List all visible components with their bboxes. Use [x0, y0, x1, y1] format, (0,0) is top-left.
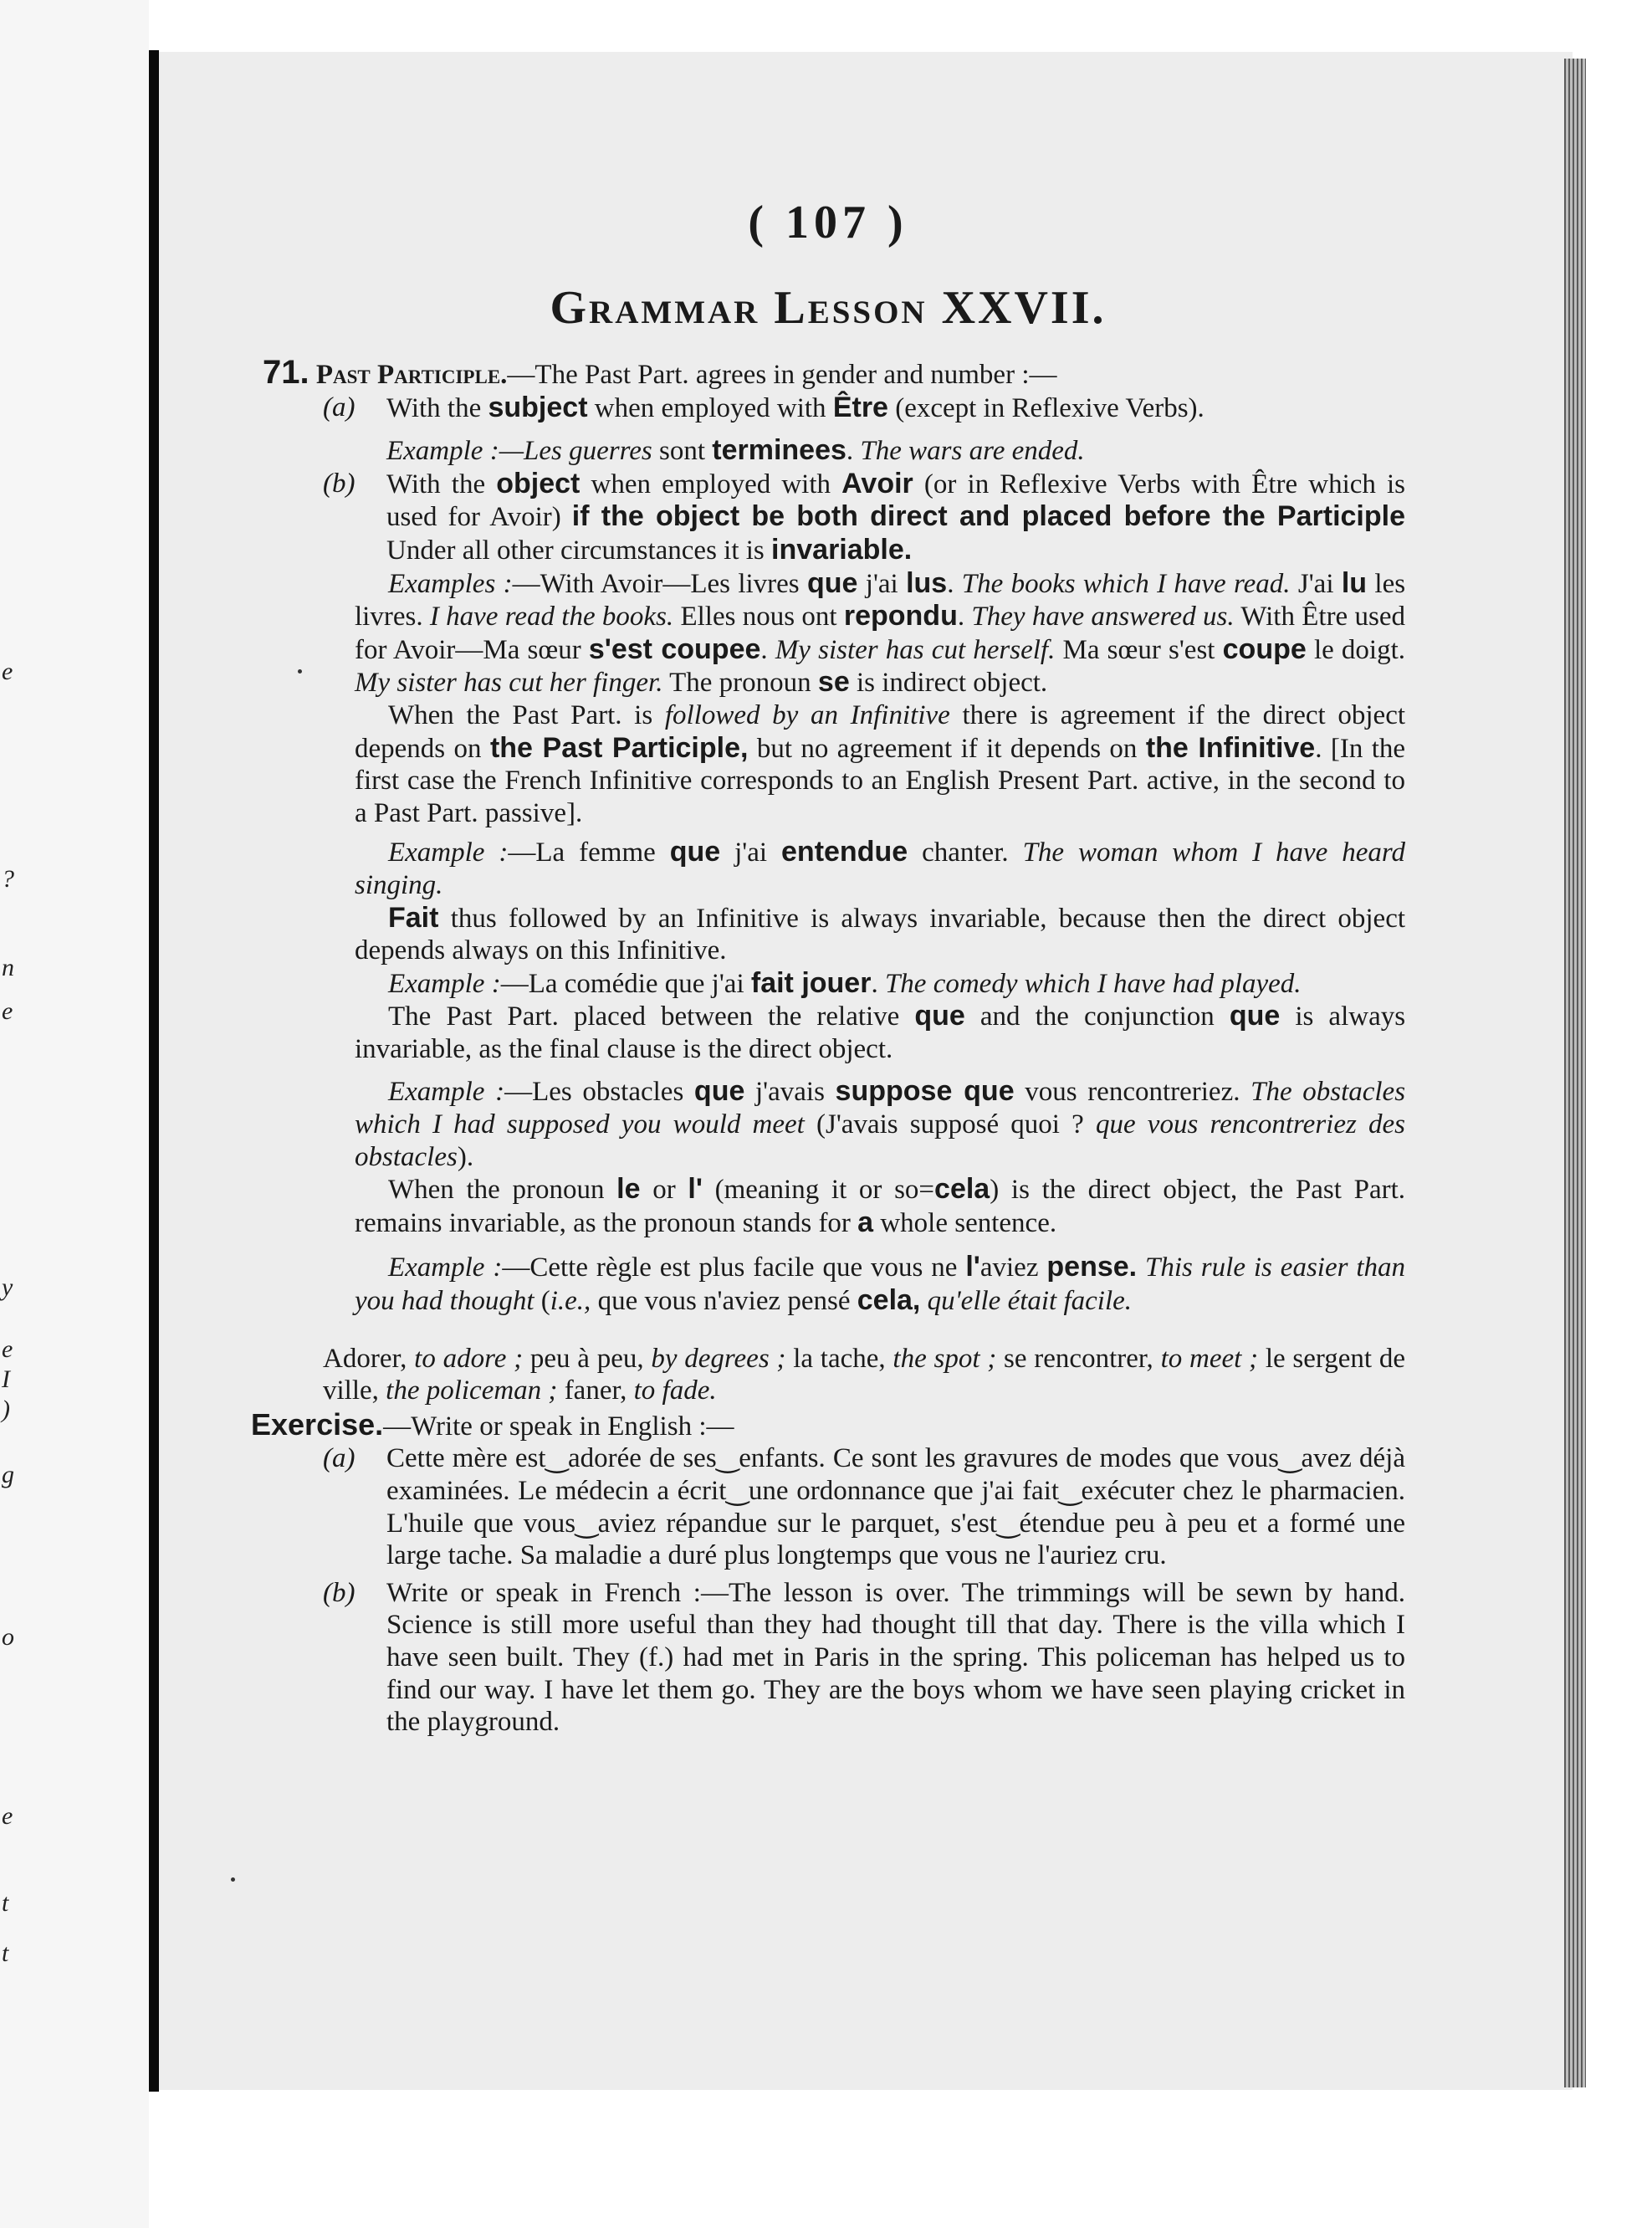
- text: J'ai: [1297, 568, 1334, 599]
- paragraph-pronoun-le: [355, 1173, 1405, 1239]
- bold-term: coupe: [1222, 633, 1307, 665]
- bold-term: Exercise.: [251, 1406, 384, 1442]
- text: or: [652, 1175, 676, 1206]
- bold-term: lu: [1341, 566, 1368, 599]
- italic-text: The comedy which I have had played.: [884, 968, 1302, 999]
- paragraph-infinitive: When the Past Part. is followed by an Infinitive there is agreement if the direct object depends on the Past Participle, but no agreement if it depends on the Infinitive. [In the first case the French Infinitive corresponds to an English Present Part. active, in the second to a Past Part. passive].: [355, 699, 1406, 828]
- text: ) is the direct object, the Past Part. remains invariable, as the pronoun stands for: [355, 1175, 1406, 1238]
- bold-term: cela,: [857, 1284, 921, 1317]
- italic-text: Example :: [388, 837, 509, 868]
- italic-text: Example :—Les guerres: [386, 436, 652, 467]
- text: is indirect object.: [857, 668, 1048, 699]
- bold-term: suppose que: [835, 1075, 1015, 1108]
- italic-text: to meet ;: [1160, 1343, 1259, 1374]
- text: Cette mère est‿adorée de ses‿enfants. Ce sont les gravures de modes que vous‿avez déjà examinées. Le médecin a écrit‿une ordonnance que j'ai fait‿exécuter chez le pharmacien. L'huile que vous‿aviez répandue sur le parquet, s'est‿étendue peu à peu et a formé une large tache. Sa maladie a duré plus longtemps que vous ne l'auriez cru.: [386, 1443, 1405, 1571]
- text: la tache,: [793, 1343, 886, 1374]
- bold-term: terminees: [712, 434, 846, 467]
- text: que vous n'aviez pensé: [597, 1286, 851, 1317]
- margin-letter: e: [2, 1335, 13, 1363]
- text: (meaning it or so=: [714, 1175, 935, 1206]
- bold-term: invariable.: [771, 533, 913, 566]
- bold-term: the Past Participle,: [489, 731, 749, 764]
- italic-text: Example :: [388, 968, 501, 999]
- italic-text: to adore ;: [414, 1343, 524, 1374]
- text: Write or speak in French :—The lesson is over. The trimmings will be sewn by hand. Science is still more useful than they had thought till that day. There is the villa which I have seen built. They (f.) had met in Paris in the spring. This policeman has helped us to find our way. I have let them go. They are the boys whom we have seen playing cricket in the playground.: [386, 1577, 1405, 1738]
- paragraph-fait: [355, 902, 1405, 967]
- margin-letter: n: [2, 954, 14, 981]
- margin-letter: o: [2, 1623, 14, 1651]
- italic-text: I have read the books.: [429, 602, 674, 633]
- exercise-a-label: (a): [323, 1443, 355, 1474]
- rule-a-label: (a): [323, 392, 355, 423]
- margin-letter: I: [2, 1365, 10, 1393]
- text: j'avais: [755, 1077, 825, 1108]
- text: (: [540, 1286, 550, 1317]
- bold-term: Fait: [388, 901, 439, 934]
- italic-text: The obstacles which I had supposed you would meet: [355, 1077, 1406, 1140]
- exercise-heading: [251, 1406, 1405, 1443]
- rule-b-label: (b): [323, 468, 355, 499]
- margin-letter: e: [2, 1802, 13, 1830]
- text: When the Past Part. is: [388, 699, 653, 730]
- text: whole sentence.: [880, 1207, 1057, 1238]
- text: aviez: [979, 1252, 1039, 1283]
- text: but no agreement if it depends on: [756, 733, 1138, 764]
- text: —La femme: [508, 837, 656, 868]
- page-edge-stack: [1564, 59, 1586, 2087]
- bold-term: object: [496, 467, 581, 499]
- italic-text: Example :: [388, 1252, 503, 1283]
- text: faner,: [564, 1375, 627, 1406]
- text: —La comédie que j'ai: [500, 968, 744, 999]
- examples-avoir-etre: Examples :—With Avoir—Les livres que j'ai lus. The books which I have read. J'ai lu les livres. I have read the books. Elles nous ont repondu. They have answered us. With Être used for Avoir—Ma sœur s'est coupee. My sister has cut herself. Ma sœur s'est coupe le doigt. My sister has cut her finger. The pronoun se is indirect object.: [355, 566, 1406, 699]
- italic-text: The books which I have read.: [961, 568, 1291, 599]
- section-heading: [263, 356, 1405, 392]
- text: when employed with: [594, 392, 826, 423]
- exercise-a: [323, 1442, 1405, 1571]
- italic-text: My sister has cut herself.: [775, 634, 1056, 665]
- text: When the pronoun: [388, 1175, 605, 1206]
- italic-text: Examples :: [388, 568, 513, 599]
- bold-term: repondu: [843, 600, 958, 633]
- text: Under all other circumstances it is: [386, 535, 765, 566]
- bold-term: que: [806, 566, 858, 599]
- bold-term: se: [817, 666, 850, 699]
- text: (J'avais supposé quoi ?: [816, 1109, 1084, 1140]
- text: is always invariable, as the final clause is the direct object.: [355, 1001, 1406, 1064]
- text: sont: [658, 436, 705, 467]
- italic-text: to fade.: [633, 1375, 717, 1406]
- italic-text: Example :: [388, 1077, 505, 1108]
- text: le sergent de ville,: [323, 1343, 1405, 1406]
- text: (except in Reflexive Verbs).: [895, 392, 1204, 423]
- text: le doigt.: [1313, 634, 1406, 665]
- italic-text: The woman whom I have heard singing.: [355, 837, 1406, 900]
- example-obstacles: [355, 1075, 1405, 1173]
- bold-term: le: [616, 1173, 641, 1206]
- bold-term: lus: [906, 566, 948, 599]
- italic-text: qu'elle était facile.: [927, 1286, 1133, 1317]
- text: The pronoun: [669, 668, 811, 699]
- page-number: ( 107 ): [748, 197, 908, 248]
- text: —Write or speak in English :—: [383, 1411, 734, 1442]
- bold-term: s'est coupee: [588, 633, 761, 665]
- text: With the: [386, 469, 486, 499]
- example-femme: [355, 836, 1405, 901]
- margin-letter: t: [2, 1939, 9, 1967]
- lesson-title: Grammar Lesson XXVII.: [550, 282, 1107, 334]
- bold-term: Être: [832, 391, 888, 423]
- text: Adorer,: [323, 1343, 407, 1374]
- italic-text: This rule is easier than you had thought: [355, 1252, 1406, 1317]
- text: se rencontrer,: [1004, 1343, 1153, 1374]
- example-comedie: Example :—La comédie que j'ai fait jouer. The comedy which I have had played.: [388, 966, 1302, 999]
- rule-b: [323, 468, 1405, 567]
- text: j'ai: [865, 568, 898, 599]
- text: there is agreement if the direct object depends on: [355, 699, 1406, 764]
- italic-text: My sister has cut her finger.: [355, 668, 663, 699]
- text: Ma sœur s'est: [1062, 634, 1215, 665]
- text: and the conjunction: [979, 1001, 1215, 1032]
- bold-term: que: [669, 836, 721, 868]
- binding-edge: [149, 50, 159, 2092]
- margin-letter: t: [2, 1889, 9, 1917]
- rule-a: [323, 392, 1405, 425]
- exercise-b: [323, 1577, 1405, 1739]
- rule-a-example: Example :—Les guerres sont terminees. The wars are ended.: [386, 434, 1085, 467]
- bold-term: the Infinitive: [1145, 731, 1316, 764]
- text: With the: [386, 392, 482, 423]
- margin-letter: ?: [2, 865, 14, 893]
- specks: [231, 1877, 235, 1882]
- italic-text: The wars are ended.: [860, 436, 1085, 467]
- text: The Past Part. placed between the relative: [388, 1001, 900, 1032]
- bold-term: subject: [488, 391, 588, 423]
- adjacent-page-strip: [0, 0, 149, 2228]
- bold-term: que: [914, 1000, 965, 1032]
- margin-letter: e: [2, 997, 13, 1025]
- example-regle: [355, 1251, 1405, 1317]
- bold-term: fait jouer: [750, 966, 872, 999]
- text: thus followed by an Infinitive is always invariable, because then the direct object depends always on this Infinitive.: [355, 903, 1406, 966]
- bold-term: cela: [934, 1173, 990, 1206]
- bold-term: l': [965, 1251, 980, 1283]
- margin-letter: y: [2, 1273, 13, 1301]
- italic-text: i.e.,: [550, 1286, 591, 1317]
- bold-term: a: [857, 1206, 874, 1238]
- bold-term: Avoir: [841, 467, 913, 499]
- bold-term: l': [688, 1173, 703, 1206]
- text: ).: [457, 1141, 474, 1172]
- italic-text: by degrees ;: [651, 1343, 786, 1374]
- text: when employed with: [591, 469, 831, 499]
- margin-letter: g: [2, 1461, 14, 1488]
- text: Elles nous ont: [680, 602, 837, 633]
- page-content: [251, 199, 1405, 1739]
- text: —Les obstacles: [504, 1077, 684, 1108]
- bold-term: if the object be both direct and placed before the Participle: [571, 500, 1406, 533]
- text: chanter.: [922, 837, 1009, 868]
- text: [In the first case the French Infinitive corresponds to an English Present Part. active, in the second to a Past Part. passive].: [355, 733, 1406, 828]
- italic-text: They have answered us.: [971, 602, 1235, 633]
- text: les livres.: [355, 568, 1406, 633]
- text: vous rencontreriez.: [1025, 1077, 1240, 1108]
- text: (or in Reflexive Verbs with Être which is used for Avoir): [386, 469, 1406, 533]
- exercise-b-label: (b): [323, 1577, 355, 1608]
- bold-term: que: [693, 1075, 745, 1108]
- bold-term: pense.: [1046, 1251, 1138, 1283]
- text: With Être used for Avoir—Ma sœur: [355, 602, 1405, 665]
- paragraph-que-que: [355, 1000, 1405, 1065]
- text: —With Avoir—Les livres: [512, 568, 800, 599]
- margin-letter: ): [2, 1396, 10, 1423]
- section-heading-text: —The Past Part. agrees in gender and number :—: [507, 360, 1057, 390]
- text: —Cette règle est plus facile que vous ne: [502, 1252, 958, 1283]
- text: peu à peu,: [529, 1343, 644, 1374]
- section-heading-smallcaps: Past Participle.: [315, 360, 508, 390]
- italic-text: the spot ;: [892, 1343, 997, 1374]
- bold-term: que: [1229, 1000, 1281, 1032]
- text: j'ai: [734, 837, 768, 868]
- italic-text: followed by an Infinitive: [664, 699, 950, 730]
- margin-letter: e: [2, 658, 13, 685]
- italic-text: que vous rencontreriez des obstacles: [355, 1109, 1405, 1172]
- bold-term: entendue: [781, 836, 908, 868]
- italic-text: the policeman ;: [386, 1375, 558, 1406]
- section-number: 71.: [263, 354, 309, 391]
- vocabulary: [323, 1343, 1405, 1407]
